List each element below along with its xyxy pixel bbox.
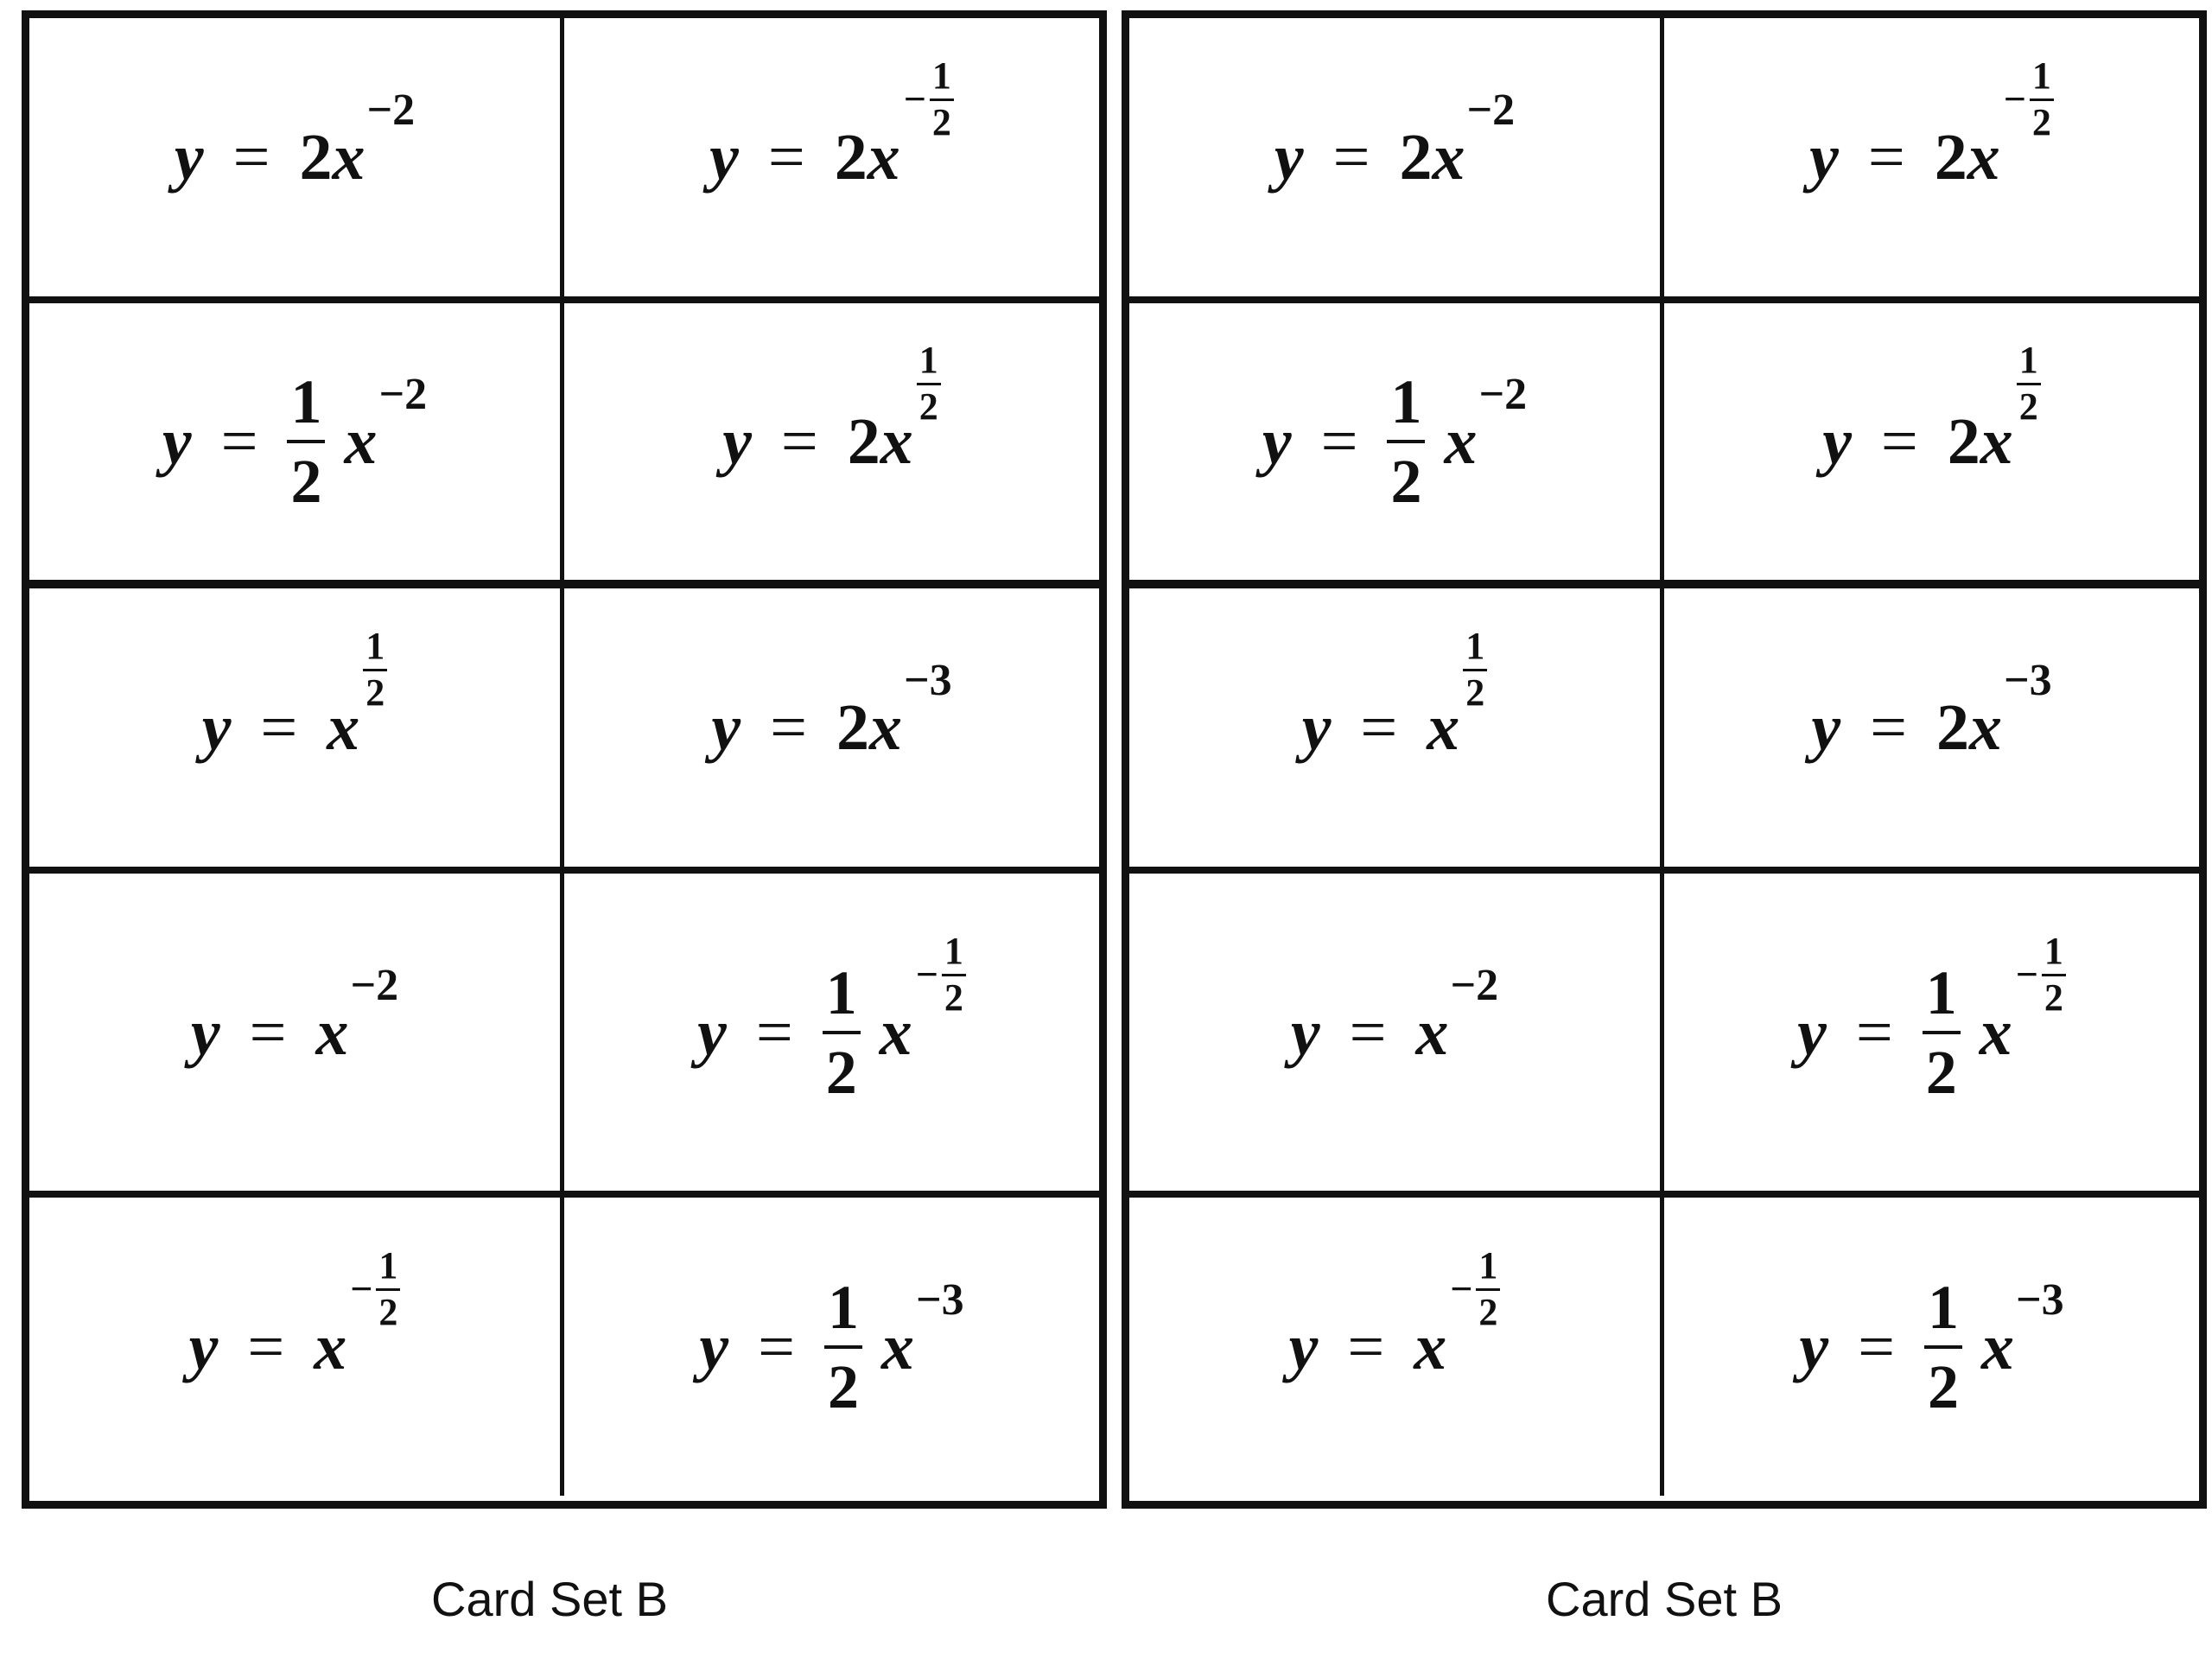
equation (188, 1243, 401, 1383)
equation (1274, 86, 1516, 194)
power-term (1980, 339, 2041, 478)
equation-lhs: y (709, 121, 739, 194)
exponent-numerator: 1 (376, 1247, 400, 1291)
exponent-numerator: 1 (942, 932, 966, 976)
equals-sign: = (249, 995, 287, 1069)
coefficient: 2 (834, 121, 868, 194)
equation-lhs: y (1809, 121, 1839, 194)
card-set-right (1122, 10, 2207, 1509)
exponent-numerator: 1 (1463, 627, 1487, 671)
equation (1288, 1243, 1501, 1383)
exponent-fraction-body (2042, 929, 2066, 1019)
equals-sign: = (1867, 121, 1905, 194)
equation-card (29, 18, 564, 303)
equation (190, 960, 399, 1069)
fraction-numerator: 1 (1924, 1276, 1962, 1349)
exponent-sign: − (350, 1266, 373, 1311)
power-term (1427, 625, 1487, 764)
exponent-fraction-body (917, 341, 941, 426)
equals-sign: = (767, 121, 805, 194)
equals-sign: = (1858, 1310, 1895, 1383)
exponent-numerator: 1 (917, 341, 941, 385)
power-term (1967, 54, 2054, 194)
coefficient: 2 (1934, 121, 1967, 194)
fraction-denominator: 2 (825, 1037, 857, 1107)
base-variable: x (880, 1310, 914, 1383)
equation-card (1129, 303, 1664, 588)
equation (1799, 1272, 2064, 1421)
exponent-denominator: 2 (1465, 671, 1485, 714)
power-term (1980, 1274, 2064, 1383)
base-variable: x (344, 405, 378, 478)
exponent-denominator: 2 (2018, 385, 2038, 428)
power-term (1414, 1243, 1500, 1383)
exponent-fraction-body (363, 627, 387, 712)
equation-card (1129, 874, 1664, 1198)
exponent-fraction (2003, 54, 2054, 143)
exponent-numerator: 1 (2042, 932, 2066, 976)
exponent-fraction (350, 1243, 400, 1333)
equation (711, 656, 952, 764)
base-variable: x (1980, 405, 2013, 478)
fraction-numerator: 1 (1387, 371, 1425, 443)
equals-sign: = (1855, 995, 1893, 1069)
equals-sign: = (260, 691, 298, 764)
base-variable: x (1979, 995, 2012, 1069)
base-variable: x (880, 405, 913, 478)
equation-card (29, 874, 564, 1198)
coefficient-fraction (287, 367, 325, 516)
equation-card (29, 1198, 564, 1496)
exponent-numerator: 1 (1476, 1247, 1500, 1291)
equation-card (1664, 588, 2199, 874)
equation-card (1664, 1198, 2199, 1496)
equation (162, 367, 428, 516)
exponent-fraction (917, 341, 941, 426)
equals-sign: = (247, 1310, 285, 1383)
equation-lhs: y (174, 121, 204, 194)
equation-card (564, 1198, 1099, 1496)
equation-lhs: y (722, 405, 752, 478)
power-term (879, 929, 966, 1069)
equation-card (1129, 1198, 1664, 1496)
equation-lhs: y (1811, 691, 1841, 764)
equation-lhs: y (1822, 405, 1852, 478)
exponent: −2 (1466, 86, 1516, 135)
exponent-denominator: 2 (1478, 1290, 1498, 1333)
equals-sign: = (1347, 1310, 1385, 1383)
equals-sign: = (755, 995, 793, 1069)
coefficient-fraction (1923, 957, 1961, 1107)
exponent-fraction (1463, 627, 1487, 712)
base-variable: x (1415, 995, 1449, 1069)
equals-sign: = (1320, 405, 1358, 478)
exponent-denominator: 2 (365, 671, 385, 714)
exponent-fraction-body (1463, 627, 1487, 712)
base-variable: x (1980, 1310, 2014, 1383)
equation-card (564, 588, 1099, 874)
equation-lhs: y (162, 405, 192, 478)
coefficient: 2 (1936, 691, 1969, 764)
equation-lhs: y (1288, 1310, 1319, 1383)
exponent: −2 (366, 86, 416, 135)
exponent-fraction-body (1476, 1243, 1500, 1333)
exponent: −3 (2003, 656, 2052, 705)
power-term (880, 1274, 964, 1383)
fraction-denominator: 2 (1925, 1037, 1957, 1107)
base-variable: x (868, 691, 902, 764)
equation (1797, 929, 2066, 1107)
exponent-fraction (363, 627, 387, 712)
exponent-numerator: 1 (2017, 341, 2041, 385)
base-variable: x (315, 995, 349, 1069)
equals-sign: = (1360, 691, 1398, 764)
equation-card (1129, 588, 1664, 874)
base-variable: x (327, 691, 360, 764)
exponent-sign: − (1450, 1266, 1473, 1311)
power-term (344, 370, 428, 478)
base-variable: x (1414, 1310, 1447, 1383)
fraction-numerator: 1 (287, 371, 325, 443)
exponent-numerator: 1 (363, 627, 387, 671)
equals-sign: = (232, 121, 270, 194)
exponent-fraction (2017, 341, 2041, 426)
equation (201, 625, 388, 764)
equals-sign: = (1880, 405, 1918, 478)
equation-card (1664, 874, 2199, 1198)
equation-lhs: y (201, 691, 232, 764)
equation-lhs: y (711, 691, 741, 764)
exponent-denominator: 2 (944, 976, 963, 1019)
exponent-fraction-body (942, 929, 966, 1019)
coefficient: 2 (836, 691, 869, 764)
equation-card (1664, 303, 2199, 588)
exponent-denominator: 2 (2044, 976, 2063, 1019)
fraction-numerator: 1 (1923, 962, 1961, 1034)
exponent-numerator: 1 (2030, 57, 2054, 101)
equation (174, 86, 416, 194)
base-variable: x (867, 121, 900, 194)
equation (1301, 625, 1488, 764)
coefficient-fraction (824, 1272, 862, 1421)
equation-lhs: y (699, 1310, 729, 1383)
exponent-denominator: 2 (2031, 101, 2051, 143)
equation (697, 929, 966, 1107)
equals-sign: = (1349, 995, 1387, 1069)
equals-sign: = (780, 405, 818, 478)
power-term (868, 656, 952, 764)
exponent: −3 (915, 1274, 964, 1325)
power-term (314, 1243, 400, 1383)
power-term (332, 86, 416, 194)
power-term (327, 625, 387, 764)
exponent: −3 (2015, 1274, 2064, 1325)
base-variable: x (879, 995, 912, 1069)
coefficient-fraction (1924, 1272, 1962, 1421)
exponent-denominator: 2 (918, 385, 938, 428)
equation-card (564, 303, 1099, 588)
equation (1811, 656, 2052, 764)
power-term (880, 339, 941, 478)
equation (1822, 339, 2041, 478)
equals-sign: = (770, 691, 807, 764)
fraction-denominator: 2 (827, 1351, 859, 1421)
power-term (1979, 929, 2066, 1069)
equals-sign: = (1870, 691, 1907, 764)
power-term (1444, 370, 1528, 478)
exponent-denominator: 2 (931, 101, 951, 143)
equation-card (29, 303, 564, 588)
equation (1262, 367, 1528, 516)
fraction-denominator: 2 (290, 447, 322, 516)
equation-card (564, 18, 1099, 303)
equation (722, 339, 941, 478)
base-variable: x (1967, 121, 2000, 194)
exponent-denominator: 2 (378, 1290, 398, 1333)
power-term (867, 54, 954, 194)
base-variable: x (332, 121, 365, 194)
equals-sign: = (758, 1310, 795, 1383)
fraction-denominator: 2 (1390, 447, 1422, 516)
fraction-numerator: 1 (824, 1276, 862, 1349)
exponent-fraction (1450, 1243, 1500, 1333)
card-set-caption-right: Card Set B (1546, 1572, 1783, 1626)
base-variable: x (1432, 121, 1465, 194)
equation (699, 1272, 964, 1421)
coefficient: 2 (847, 405, 880, 478)
card-set-left (22, 10, 1107, 1509)
exponent-fraction-body (376, 1243, 400, 1333)
equation-lhs: y (1262, 405, 1292, 478)
exponent-fraction-body (2030, 54, 2054, 143)
coefficient: 2 (299, 121, 333, 194)
exponent-fraction (2015, 929, 2066, 1019)
power-term (1415, 960, 1499, 1069)
base-variable: x (1444, 405, 1478, 478)
exponent-numerator: 1 (930, 57, 954, 101)
equation (1809, 54, 2054, 194)
equation (709, 54, 954, 194)
equation (1290, 960, 1499, 1069)
exponent: −2 (378, 370, 428, 419)
exponent-fraction-body (2017, 341, 2041, 426)
equation-lhs: y (1301, 691, 1332, 764)
equation-card (1129, 18, 1664, 303)
equation-card (29, 588, 564, 874)
equation-lhs: y (188, 1310, 219, 1383)
power-term (315, 960, 399, 1069)
base-variable: x (1427, 691, 1460, 764)
exponent: −2 (1450, 960, 1499, 1010)
exponent: −3 (903, 656, 952, 705)
exponent-sign: − (2003, 77, 2026, 121)
equation-card (1664, 18, 2199, 303)
equation-lhs: y (697, 995, 727, 1069)
power-term (1432, 86, 1516, 194)
exponent-sign: − (915, 951, 938, 996)
fraction-denominator: 2 (1927, 1351, 1959, 1421)
equation-lhs: y (190, 995, 220, 1069)
equation-lhs: y (1274, 121, 1304, 194)
exponent-fraction (903, 54, 954, 143)
equals-sign: = (220, 405, 258, 478)
coefficient: 2 (1399, 121, 1433, 194)
exponent-sign: − (2015, 951, 2038, 996)
base-variable: x (314, 1310, 347, 1383)
exponent: −2 (1478, 370, 1528, 419)
card-set-caption-left: Card Set B (431, 1572, 668, 1626)
exponent-fraction-body (930, 54, 954, 143)
coefficient: 2 (1947, 405, 1980, 478)
fraction-numerator: 1 (823, 962, 861, 1034)
coefficient-fraction (823, 957, 861, 1107)
power-term (1968, 656, 2052, 764)
equals-sign: = (1332, 121, 1370, 194)
equation-card (564, 874, 1099, 1198)
coefficient-fraction (1387, 367, 1425, 516)
exponent-sign: − (903, 77, 926, 121)
base-variable: x (1968, 691, 2002, 764)
equation-lhs: y (1797, 995, 1827, 1069)
exponent: −2 (350, 960, 399, 1010)
exponent-fraction (915, 929, 966, 1019)
equation-lhs: y (1290, 995, 1320, 1069)
equation-lhs: y (1799, 1310, 1829, 1383)
